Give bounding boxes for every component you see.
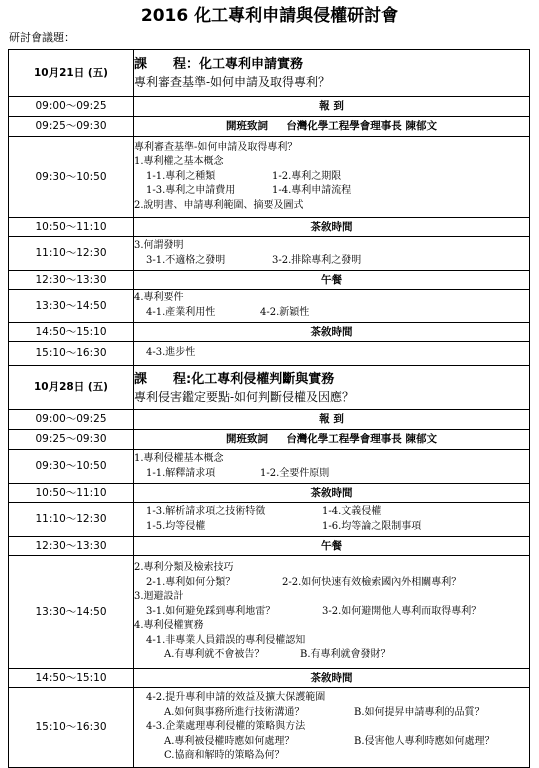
list-item: 2.專利分類及檢索技巧 (134, 561, 234, 573)
day2-opening-time: 09:25～09:30 (9, 430, 134, 450)
list-item: 4.專利要件 (134, 292, 184, 304)
list-item: A.專利被侵權時應如何處理？ B.侵害他人專利時應如何處理？ (164, 735, 495, 747)
list-item: 4-3.進步性 (146, 347, 196, 359)
day2-lunch-time: 12:30～13:30 (9, 537, 134, 556)
day1-lunch-row (9, 271, 530, 290)
list-item: 3-1.不適格之發明 3-2.排除專利之發明 (146, 254, 362, 266)
day1-registration-time: 09:00～09:25 (9, 97, 134, 117)
list-item: 4.專利侵權實務 (134, 620, 204, 632)
day2-session2-time: 11:10～12:30 (9, 503, 134, 537)
list-item: 2-1.專利如何分類？ 2-2.如何快速有效檢索國內外相關專利？ (146, 576, 462, 588)
day1-course-subtitle: 專利審查基準-如何申請及取得專利？ (134, 75, 331, 89)
agenda-label: 研討會議題： (9, 31, 75, 44)
list-item: 1.專利侵權基本概念 (134, 452, 224, 464)
page-title: 2016 化工專利申請與侵權研討會 (140, 6, 399, 26)
day2-break1-label: 茶敘時間 (134, 484, 530, 503)
day1-opening-row (9, 117, 530, 137)
list-item: 3.迴避設計 (134, 591, 184, 603)
day2-session4-content (134, 688, 530, 768)
day2-date: 10月28日 (五) (9, 366, 134, 410)
list-item: 4-1.產業利用性 4-2.新穎性 (146, 307, 310, 318)
day1-break2-label: 茶敘時間 (134, 323, 530, 342)
day2-session1-time: 09:30～10:50 (9, 450, 134, 484)
day2-session2-content (134, 503, 530, 537)
day1-session2-row (9, 237, 530, 271)
day2-session4-time: 15:10～16:30 (9, 688, 134, 768)
day1-break1-time: 10:50～11:10 (9, 218, 134, 237)
day1-session4-time: 15:10～16:30 (9, 342, 134, 366)
list-item: 1-1.專利之種類 1-2.專利之期限 (146, 170, 342, 182)
day1-opening-time: 09:25～09:30 (9, 117, 134, 137)
day1-header-row (9, 50, 530, 97)
day2-break2-label: 茶敘時間 (134, 669, 530, 688)
day2-header-row (9, 366, 530, 410)
day2-course-subtitle: 專利侵害鑑定要點-如何判斷侵權及因應？ (134, 389, 355, 404)
day1-break2-time: 14:50～15:10 (9, 323, 134, 342)
day2-course-label: 課 程: (134, 371, 192, 387)
schedule-table (8, 49, 530, 768)
day2-break1-row (9, 484, 530, 503)
list-item: 4-3.企業處理專利侵權的策略與方法 (146, 721, 306, 733)
day1-opening-speaker: 台灣化學工程學會理事長 陳郁文 (286, 120, 437, 132)
day1-session3-content (134, 290, 530, 323)
day1-lunch-time: 12:30～13:30 (9, 271, 134, 290)
day2-lunch-label: 午餐 (134, 537, 530, 556)
day1-session1-content (134, 137, 530, 218)
day2-lunch-row (9, 537, 530, 556)
day2-course-title: 化工專利侵權判斷與實務 (191, 371, 335, 387)
list-item: 1-5.均等侵權 1-6.均等論之限制事項 (146, 520, 422, 532)
day1-session3-time: 13:30～14:50 (9, 290, 134, 323)
day2-registration-row (9, 410, 530, 430)
day1-session3-row (9, 290, 530, 323)
day2-session1-content (134, 450, 530, 484)
day1-break1-row (9, 218, 530, 237)
list-item: 1.專利權之基本概念 (134, 156, 224, 168)
day2-break1-time: 10:50～11:10 (9, 484, 134, 503)
list-item: C.協商和解時的策略為何？ (164, 750, 285, 762)
list-item: 1-3.解析請求項之技術特徵 1-4.文義侵權 (146, 505, 382, 517)
day1-course-title: 化工專利申請實務 (199, 57, 304, 72)
day1-break1-label: 茶敘時間 (134, 218, 530, 237)
day2-session1-row (9, 450, 530, 484)
list-item: 專利審查基準-如何申請及取得專利？ (134, 141, 298, 153)
list-item: 2.說明書、申請專利範圍、摘要及圖式 (134, 199, 304, 211)
day2-registration-label: 報 到 (134, 410, 530, 430)
list-item: A.有專利就不會被告？ B.有專利就會發財？ (164, 649, 391, 661)
day1-session2-time: 11:10～12:30 (9, 237, 134, 271)
day1-opening-cell (134, 117, 530, 137)
day2-opening-label: 開班致詞 (226, 433, 269, 445)
day2-session4-row (9, 688, 530, 768)
day1-course-label: 課 程： (134, 57, 200, 72)
day1-session4-content (134, 342, 530, 366)
list-item: 3.何謂發明 (134, 239, 184, 251)
day2-session2-row (9, 503, 530, 537)
list-item: 4-1.非專業人員錯誤的專利侵權認知 (146, 634, 306, 646)
list-item: 4-2.提升專利申請的效益及擴大保護範圍 (146, 692, 326, 704)
day1-opening-label: 開班致詞 (226, 120, 269, 132)
day2-session3-content (134, 556, 530, 669)
day2-break2-row (9, 669, 530, 688)
day2-opening-speaker: 台灣化學工程學會理事長 陳郁文 (286, 433, 437, 445)
day1-registration-row (9, 97, 530, 117)
day1-session4-row (9, 342, 530, 366)
list-item: A.如何與事務所進行技術溝通？ B.如何提昇申請專利的品質？ (164, 706, 485, 718)
day1-registration-label: 報 到 (134, 97, 530, 117)
day2-course-header (134, 366, 530, 410)
day1-session2-content (134, 237, 530, 271)
day1-course-header (134, 50, 530, 97)
day1-session1-row (9, 137, 530, 218)
day2-break2-time: 14:50～15:10 (9, 669, 134, 688)
day1-break2-row (9, 323, 530, 342)
list-item: 1-1.解釋請求項 1-2.全要件原則 (146, 467, 330, 479)
day1-date: 10月21日 (五) (9, 50, 134, 97)
day2-session3-row (9, 556, 530, 669)
day1-lunch-label: 午餐 (134, 271, 530, 290)
day1-session1-time: 09:30～10:50 (9, 137, 134, 218)
list-item: 1-3.專利之申請費用 1-4.專利申請流程 (146, 185, 352, 197)
day2-registration-time: 09:00～09:25 (9, 410, 134, 430)
list-item: 3-1.如何避免踩到專利地雷？ 3-2.如何避開他人專利而取得專利？ (146, 605, 482, 617)
day2-session3-time: 13:30～14:50 (9, 556, 134, 669)
day2-opening-cell (134, 430, 530, 450)
day2-opening-row (9, 430, 530, 450)
